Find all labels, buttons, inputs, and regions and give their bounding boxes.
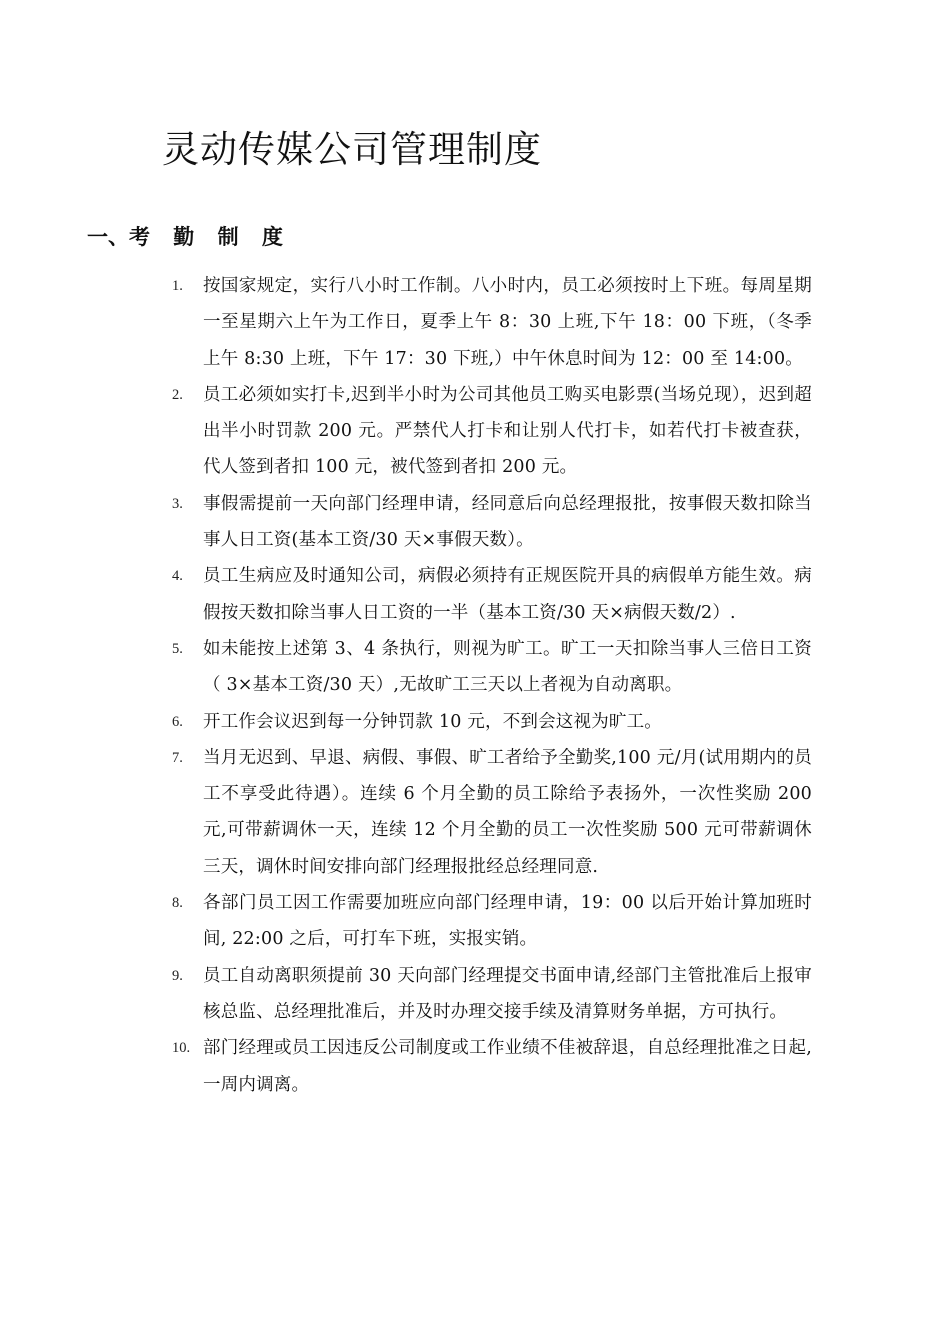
section-heading bbox=[87, 222, 291, 252]
rule-text: 事假需提前一天向部门经理申请，经同意后向总经理报批，按事假天数扣除当事人日工资(基本工资/30 天×事假天数）。 bbox=[203, 493, 812, 551]
rule-number: 9. bbox=[172, 967, 183, 984]
rule-item bbox=[172, 631, 812, 704]
rule-number: 5. bbox=[172, 640, 183, 657]
rule-text: 员工生病应及时通知公司，病假必须持有正规医院开具的病假单方能生效。病假按天数扣除当事人日工资的一半（基本工资/30 天×病假天数/2）. bbox=[203, 566, 812, 623]
rule-number: 4. bbox=[172, 568, 183, 585]
section-name: 考 勤 制 度 bbox=[129, 225, 291, 249]
section-number: 一、 bbox=[87, 225, 129, 249]
rule-number: 2. bbox=[172, 386, 183, 403]
rule-number: 6. bbox=[172, 713, 183, 730]
rule-item bbox=[172, 740, 812, 885]
rule-text: 开工作会议迟到每一分钟罚款 10 元，不到会这视为旷工。 bbox=[203, 711, 662, 732]
rule-item bbox=[172, 958, 812, 1031]
rule-text: 员工自动离职须提前 30 天向部门经理提交书面申请,经部门主管批准后上报审核总监、总经理批准后，并及时办理交接手续及清算财务单据，方可执行。 bbox=[203, 965, 812, 1022]
rule-item bbox=[172, 704, 812, 740]
rule-item bbox=[172, 885, 812, 958]
rule-text: 员工必须如实打卡,迟到半小时为公司其他员工购买电影票(当场兑现），迟到超出半小时罚款 200 元。严禁代人打卡和让别人代打卡，如若代打卡被查获，代人签到者扣 100 元，被代签到者扣 200 元。 bbox=[203, 384, 812, 478]
rule-item bbox=[172, 1030, 812, 1103]
rule-item bbox=[172, 377, 812, 486]
rule-number: 3. bbox=[172, 495, 183, 512]
rule-number: 10. bbox=[172, 1040, 191, 1057]
rule-text: 各部门员工因工作需要加班应向部门经理申请，19：00 以后开始计算加班时间, 22:00 之后，可打车下班，实报实销。 bbox=[203, 893, 812, 950]
rule-item bbox=[172, 486, 812, 559]
rule-item bbox=[172, 558, 812, 631]
rule-text: 按国家规定，实行八小时工作制。八小时内，员工必须按时上下班。每周星期一至星期六上午为工作日，夏季上午 8：30 上班,下午 18：00 下班，（冬季上午 8:30 上班，下午 17：30 下班,）中午休息时间为 12：00 至 14:00。 bbox=[203, 276, 812, 369]
attendance-rules-list bbox=[172, 268, 812, 1103]
rule-number: 1. bbox=[172, 278, 183, 294]
rule-text: 部门经理或员工因违反公司制度或工作业绩不佳被辞退，自总经理批准之日起,一周内调离。 bbox=[203, 1038, 812, 1095]
rule-number: 8. bbox=[172, 895, 183, 912]
document-title: 灵动传媒公司管理制度 bbox=[162, 128, 542, 171]
rule-number: 7. bbox=[172, 749, 183, 766]
rule-text: 当月无迟到、早退、病假、事假、旷工者给予全勤奖,100 元/月(试用期内的员工不享受此待遇）。连续 6 个月全勤的员工除给予表扬外，一次性奖励 200 元,可带薪调休一天，连续 12 个月全勤的员工一次性奖励 500 元可带薪调休三天，调休时间安排向部门经理报批经总经理同意. bbox=[203, 747, 812, 877]
rule-text: 如未能按上述第 3、4 条执行，则视为旷工。旷工一天扣除当事人三倍日工资（ 3×基本工资/30 天）,无故旷工三天以上者视为自动离职。 bbox=[203, 638, 812, 696]
rule-item bbox=[172, 268, 812, 377]
